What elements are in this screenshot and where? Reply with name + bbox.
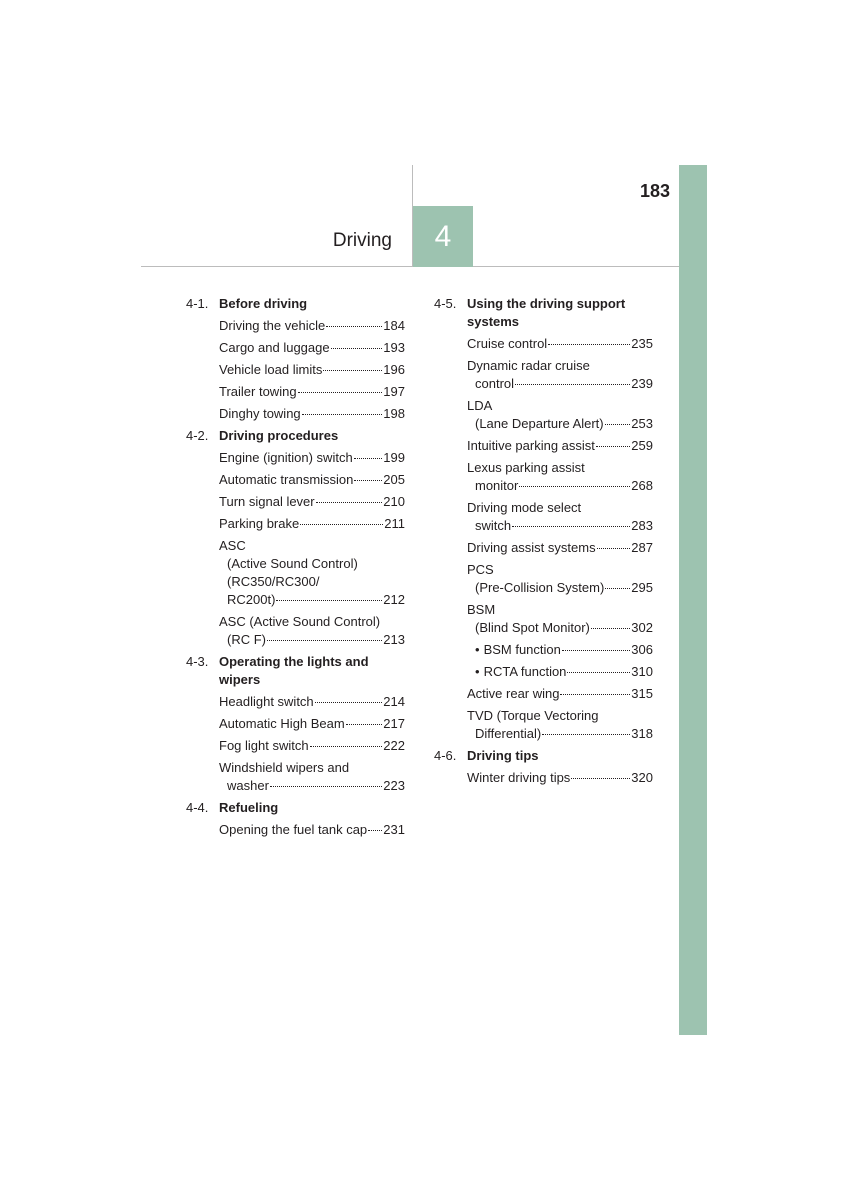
dot-leader [354,458,383,459]
toc-entry[interactable] [186,405,405,423]
toc-entry[interactable] [434,499,653,535]
entry-last-line [467,437,653,455]
entry-text-line: Automatic High Beam [219,716,345,731]
dot-leader [548,344,630,345]
dot-leader [597,548,631,549]
dot-leader [316,502,383,503]
entry-text-line: Dinghy towing [219,406,301,421]
entry-text-line: Lexus parking assist [467,460,585,475]
entry-text-line: ASC (Active Sound Control) [219,614,381,629]
entry-page-number: 295 [631,580,653,595]
section-number: 4-2. [186,428,209,443]
toc-entry[interactable] [434,397,653,433]
dot-leader [326,326,382,327]
entry-text-line: Fog light switch [219,738,309,753]
entry-page-number: 196 [383,362,405,377]
entry-text-line: Driving the vehicle [219,318,326,333]
entry-page-number: 302 [631,620,653,635]
toc-entry[interactable] [434,601,653,637]
dot-leader [562,650,630,651]
entry-last-line [219,383,405,401]
dot-leader [368,830,382,831]
section-number: 4-4. [186,800,209,815]
entry-text-line: Differential) [475,726,542,741]
chapter-number-box: 4 [413,206,473,267]
chapter-side-tab [679,165,707,1035]
entry-text-line: • BSM function [475,641,561,659]
entry-page-number: 217 [383,716,405,731]
entry-page-number: 214 [383,694,405,709]
toc-sub-entry[interactable] [434,641,653,659]
dot-leader [302,414,383,415]
toc-entry[interactable] [186,613,405,649]
entry-text-line: Dynamic radar cruise [467,358,590,373]
toc-entry[interactable] [186,821,405,839]
section-heading[interactable] [186,295,405,313]
entry-page-number: 213 [383,632,405,647]
entry-text-line: Cruise control [467,336,548,351]
entry-text-line: washer [227,778,269,793]
entry-text-line: Intuitive parking assist [467,438,595,453]
toc-entry[interactable] [434,685,653,703]
section-heading[interactable] [434,295,653,331]
entry-page-number: 212 [383,592,405,607]
toc-entry[interactable] [186,383,405,401]
entry-last-line [219,405,405,423]
dot-leader [270,786,382,787]
toc-entry[interactable] [434,539,653,557]
toc-entry[interactable] [186,361,405,379]
toc-entry[interactable] [434,357,653,393]
entry-last-line [467,517,653,535]
entry-last-line [467,477,653,495]
entry-text-line: RC200t) [227,592,276,607]
toc-left-column [186,295,405,843]
entry-page-number: 318 [631,726,653,741]
dot-leader [571,778,630,779]
entry-last-line [219,339,405,357]
section-heading[interactable] [186,653,405,689]
entry-page-number: 198 [383,406,405,421]
toc-section [186,427,405,649]
toc-entry[interactable] [434,769,653,787]
entry-text-line: (RC350/RC300/ [227,574,320,589]
section-heading[interactable] [434,747,653,765]
section-title: Driving procedures [219,428,339,443]
entry-page-number: 197 [383,384,405,399]
toc-entry[interactable] [186,317,405,335]
dot-leader [267,640,382,641]
entry-page-number: 184 [383,318,405,333]
section-number: 4-5. [434,296,457,311]
toc-right-column [434,295,653,791]
toc-entry[interactable] [186,471,405,489]
section-number: 4-1. [186,296,209,311]
section-heading[interactable] [186,427,405,445]
entry-last-line [467,335,653,353]
entry-page-number: 253 [631,416,653,431]
header-horizontal-rule [141,266,679,267]
dot-leader [591,628,630,629]
section-title: Refueling [219,800,279,815]
section-title: Operating the lights and wipers [219,654,369,687]
dot-leader [567,672,630,673]
entry-text-line: (Blind Spot Monitor) [475,620,590,635]
dot-leader [354,480,382,481]
toc-entry[interactable] [186,339,405,357]
entry-page-number: 310 [631,664,653,679]
section-number: 4-6. [434,748,457,763]
toc-section [434,747,653,787]
section-title: Before driving [219,296,308,311]
toc-entry[interactable] [434,335,653,353]
entry-page-number: 199 [383,450,405,465]
toc-entry[interactable] [186,693,405,711]
entry-text-line: monitor [475,478,519,493]
toc-entry[interactable] [186,493,405,511]
entry-text-line: Opening the fuel tank cap [219,822,368,837]
toc-section [186,653,405,795]
entry-text-line: Driving assist systems [467,540,596,555]
entry-last-line [219,591,405,609]
toc-section [434,295,653,743]
entry-page-number: 239 [631,376,653,391]
entry-text-line: Active rear wing [467,686,560,701]
entry-text-line: (Lane Departure Alert) [475,416,604,431]
entry-text-line: Cargo and luggage [219,340,330,355]
entry-page-number: 222 [383,738,405,753]
entry-text-line: BSM [467,602,496,617]
toc-section [186,799,405,839]
entry-text-line: Trailer towing [219,384,297,399]
entry-page-number: 231 [383,822,405,837]
entry-last-line [219,631,405,649]
entry-page-number: 315 [631,686,653,701]
entry-last-line [219,693,405,711]
dot-leader [276,600,382,601]
entry-last-line [467,539,653,557]
entry-text-line: (Pre-Collision System) [475,580,605,595]
toc-entry[interactable] [186,515,405,533]
dot-leader [346,724,383,725]
entry-page-number: 268 [631,478,653,493]
entry-page-number: 211 [384,516,405,531]
dot-leader [542,734,630,735]
section-title: Driving tips [467,748,539,763]
entry-page-number: 283 [631,518,653,533]
entry-last-line [219,715,405,733]
entry-text-line: Engine (ignition) switch [219,450,353,465]
entry-text-line: Winter driving tips [467,770,571,785]
dot-leader [515,384,630,385]
dot-leader [605,588,630,589]
entry-text-line: control [475,376,515,391]
toc-sub-entry[interactable] [434,663,653,681]
entry-last-line [219,471,405,489]
entry-page-number: 193 [383,340,405,355]
entry-page-number: 287 [631,540,653,555]
entry-text-line: switch [475,518,512,533]
dot-leader [315,702,383,703]
toc-entry[interactable] [186,537,405,609]
dot-leader [512,526,630,527]
entry-page-number: 320 [631,770,653,785]
entry-last-line [219,361,405,379]
entry-text-line: Windshield wipers and [219,760,350,775]
entry-last-line [467,685,653,703]
entry-text-line: TVD (Torque Vectoring [467,708,599,723]
dot-leader [331,348,383,349]
entry-page-number: 210 [383,494,405,509]
dot-leader [560,694,630,695]
entry-text-line: Automatic transmission [219,472,354,487]
entry-last-line [467,769,653,787]
chapter-title: Driving [332,230,392,251]
section-title: Using the driving support systems [467,296,626,329]
entry-last-line [219,317,405,335]
dot-leader [596,446,630,447]
entry-text-line: (Active Sound Control) [227,556,358,571]
dot-leader [519,486,630,487]
page-number: 183 [639,181,670,201]
entry-last-line [219,737,405,755]
toc-entry[interactable] [186,449,405,467]
entry-text-line: Driving mode select [467,500,582,515]
entry-text-line: Turn signal lever [219,494,315,509]
entry-page-number: 235 [631,336,653,351]
entry-text-line: Parking brake [219,516,300,531]
dot-leader [298,392,383,393]
entry-page-number: 306 [631,642,653,657]
toc-entry[interactable] [434,707,653,743]
entry-last-line [219,821,405,839]
entry-text-line: Headlight switch [219,694,314,709]
toc-entry[interactable] [434,437,653,455]
entry-page-number: 259 [631,438,653,453]
entry-page-number: 205 [383,472,405,487]
entry-last-line [467,619,653,637]
section-heading[interactable] [186,799,405,817]
dot-leader [323,370,382,371]
toc-entry[interactable] [186,715,405,733]
toc-section [186,295,405,423]
entry-page-number: 223 [383,778,405,793]
entry-text-line: PCS [467,562,494,577]
dot-leader [300,524,383,525]
entry-text-line: (RC F) [227,632,266,647]
entry-last-line [467,375,653,393]
entry-last-line [219,449,405,467]
entry-text-line: • RCTA function [475,663,566,681]
entry-last-line [219,493,405,511]
entry-text-line: ASC [219,538,246,553]
dot-leader [605,424,631,425]
toc-entry[interactable] [186,759,405,795]
entry-last-line [475,663,653,681]
entry-last-line [467,725,653,743]
entry-last-line [219,515,405,533]
entry-text-line: LDA [467,398,493,413]
dot-leader [310,746,383,747]
entry-last-line [475,641,653,659]
toc-entry[interactable] [186,737,405,755]
entry-last-line [219,777,405,795]
entry-last-line [467,415,653,433]
entry-last-line [467,579,653,597]
section-number: 4-3. [186,654,209,669]
toc-entry[interactable] [434,459,653,495]
toc-entry[interactable] [434,561,653,597]
entry-text-line: Vehicle load limits [219,362,323,377]
